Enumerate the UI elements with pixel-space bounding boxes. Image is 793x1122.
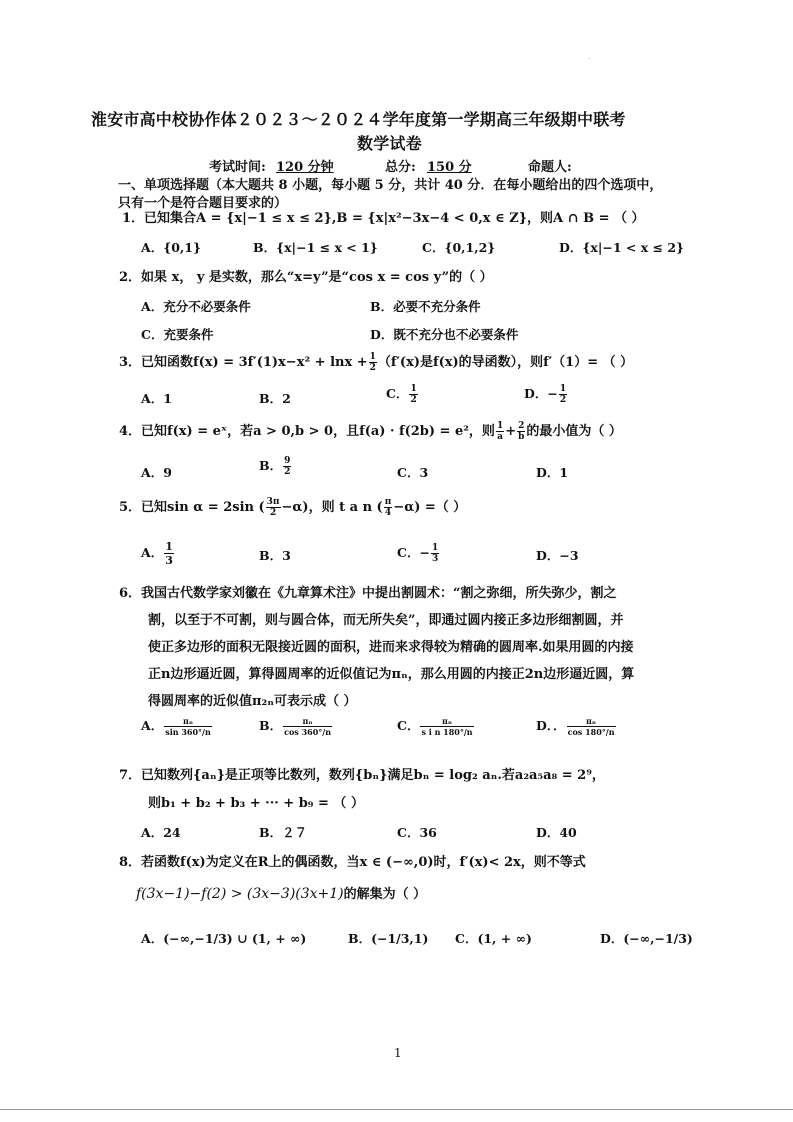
q8-inequality: f(3x−1)−f(2) > (3x−3)(3x+1) <box>136 886 344 902</box>
q2-option-a: A．充分不必要条件 <box>141 299 251 314</box>
q7-option-d: D．40 <box>536 825 577 840</box>
q7-option-a: A．24 <box>141 825 181 840</box>
q3-option-a: A．1 <box>141 391 172 406</box>
q4-stem: 4．已知f(x) = eˣ，若a > 0,b > 0，且f(a) · f(2b) = e²，则 $\frac{1}{a}$ + $\frac{2}{b}$ 的最小值为（ ） <box>119 421 622 442</box>
q6-option-b: B． $\frac{\text{πₙ}}{\cos 360^\circ/n}$ <box>259 716 332 737</box>
q2-stem: 2．如果 x， y 是实数，那么“x=y”是“cos x = cos y”的（ ） <box>119 270 493 285</box>
q7-line-1: 7．已知数列{aₙ}是正项等比数列，数列{bₙ}满足bₙ = log₂ aₙ.若a₂a₅a₈ = 2⁹， <box>119 768 605 783</box>
q2-option-b: B．必要不充分条件 <box>370 299 481 314</box>
total-score-label: 总分: <box>385 160 416 175</box>
q1-option-c: C．{0,1,2} <box>422 240 496 255</box>
q6-line-3: 使正多边形的面积无限接近圆的面积，进而来求得较为精确的圆周率.如果用圆的内接 <box>148 640 634 655</box>
q6-option-a: A． $\frac{\text{πₙ}}{\sin 360^\circ/n}$ <box>141 716 211 737</box>
q2-option-d: D．既不充分也不必要条件 <box>370 327 519 342</box>
q5-option-b: B．3 <box>259 548 291 563</box>
q6-line-5: 得圆周率的近似值π₂ₙ可表示成（ ） <box>148 694 357 709</box>
q4-option-a: A．9 <box>141 465 172 480</box>
q8-option-a: A．(−∞,−1/3) ∪ (1, + ∞) <box>141 931 307 946</box>
q5-option-d: D．−3 <box>536 548 579 563</box>
q7-option-c: C．36 <box>397 825 437 840</box>
q8-option-b: B．(−1/3,1) <box>348 931 429 946</box>
page-bottom-divider <box>0 1109 793 1110</box>
q8-option-d: D．(−∞,−1/3) <box>600 931 693 946</box>
section-heading: 一、单项选择题（本大题共 8 小题，每小题 5 分，共计 40 分．在每小题给出的四个选项中， <box>118 178 663 193</box>
q3-option-c: C． $\frac{1}{2}$ <box>386 384 417 405</box>
q3-option-d: D．− $\frac{1}{2}$ <box>524 384 567 405</box>
q6-option-d: D．． $\frac{\text{πₙ}}{\cos 180^\circ/n}$ <box>536 716 615 737</box>
q4-option-d: D．1 <box>536 465 569 480</box>
total-score-value: 150 分 <box>427 160 472 175</box>
q8-option-c: C．(1, + ∞) <box>455 931 532 946</box>
page-number: 1 <box>394 1046 402 1060</box>
q1-option-a: A．{0,1} <box>141 240 202 255</box>
page-title: 淮安市高中校协作体２０２３～２０２４学年度第一学期高三年级期中联考 <box>91 110 626 129</box>
page-subtitle: 数学试卷 <box>357 134 422 153</box>
q3-stem-fraction: $\frac{1}{2}$ <box>369 352 376 373</box>
q1-stem: 1．已知集合A = {x|−1 ≤ x ≤ 2},B = {x|x²−3x−4 < 0,x ∈ Z}，则A ∩ B = （ ） <box>122 211 645 226</box>
corner-mark: · <box>588 56 590 63</box>
q3-option-b: B．2 <box>259 391 291 406</box>
q7-option-b: B．２７ <box>259 825 308 840</box>
q6-option-c: C． $\frac{\text{πₙ}}{\text{s i n 180°/n}}$ <box>397 716 473 737</box>
q7-line-2: 则b₁ + b₂ + b₃ + ··· + b₉ = （ ） <box>148 796 364 811</box>
q4-option-c: C．3 <box>397 465 429 480</box>
q5-option-c: C．− $\frac{1}{3}$ <box>397 543 439 564</box>
section-heading-cont: 只有一个是符合题目要求的） <box>118 196 288 211</box>
q6-line-2: 割，以至于不可割，则与圆合体，而无所失矣”，即通过圆内接正多边形细割圆，并 <box>148 613 624 628</box>
q6-line-4: 正n边形逼近圆，算得圆周率的近似值记为πₙ，那么用圆的内接正2n边形逼近圆，算 <box>148 667 635 682</box>
q3-stem: 3．已知函数f(x) = 3f′(1)x−x² + lnx + $\frac{1}{2}$ （f′(x)是f(x)的导函数），则f′（1）= （ ） <box>119 352 634 373</box>
author-label: 命题人: <box>528 160 572 175</box>
q6-line-1: 6．我国古代数学家刘徽在《九章算术注》中提出割圆术：“割之弥细，所失弥少，割之 <box>119 586 617 601</box>
q5-stem: 5．已知sin α = 2sin ( $\frac{3\pi}{2}$ −α)，则 t a n ( $\frac{\pi}{4}$ −α) =（ ） <box>119 497 467 518</box>
q4-option-b: B． $\frac{9}{2}$ <box>259 456 291 477</box>
q2-option-c: C．充要条件 <box>141 327 214 342</box>
exam-time-label: 考试时间: <box>209 160 266 175</box>
q5-option-a: A． $\frac{1}{3}$ <box>141 540 173 567</box>
q8-line-1: 8．若函数f(x)为定义在R上的偶函数，当x ∈ (−∞,0)时，f′(x)< 2x，则不等式 <box>119 855 586 870</box>
q8-line-2: f(3x−1)−f(2) > (3x−3)(3x+1)的解集为（ ） <box>136 886 427 902</box>
q1-option-b: B．{x|−1 ≤ x < 1} <box>253 240 378 255</box>
q1-option-d: D．{x|−1 < x ≤ 2} <box>559 240 685 255</box>
exam-time-value: 120 分钟 <box>276 160 334 175</box>
